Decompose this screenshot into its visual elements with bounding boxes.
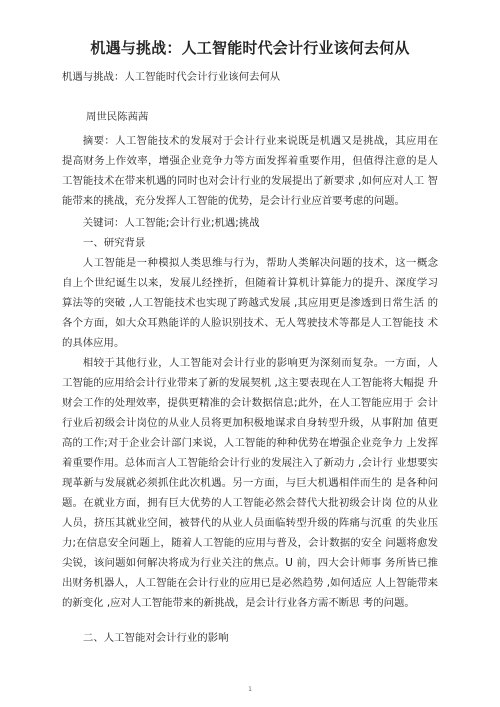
author-line: 周世民陈茜茜 bbox=[86, 111, 149, 123]
document-subtitle: 机遇与挑战：人工智能时代会计行业该何去何从 bbox=[62, 71, 281, 83]
body-paragraph-2: 相较于其他行业，人工智能对会计行业的影响更为深刻而复杂。一方面，人 工智能的应用给会计行业带来了新的发展契机 ,这主要表现在人工智能将大幅提 升财会工作的处理效率，提供更精准的会计数据信息;此外，在人工智能应用于 会计行业后初级会计岗位的从业人员将更加积极地谋求自身转型升级，从事附加 值更高的工作;对于企业会计部门来说，人工智能的种种优势在增强企业竞争力 上发挥着重要作用。总体而言人工智能给会计行业的发展注入了新动力 ,会计行 业想要实现革新与发展就必须抓住此次机遇。另一方面，与巨大机遇相伴而生的 是各种问题。在就业方面，拥有巨大优势的人工智能必然会替代大批初级会计岗 位的从业人员，挤压其就业空间，被替代的从业人员面临转型升级的阵痛与沉重 的失业压力;在信息安全问题上，随着人工智能的应用与普及，会计数据的安全 问题将愈发尖锐，该问题如何解决将成为行业关注的焦点。U 前，四大会计师事 务所皆已推出财务机器人，人工智能在会计行业的应用已是必然趋势 ,如何适应 人上智能带来的新变化 ,应对人工智能带来的新挑战，是会计行业各方需不断思 考的问题。 bbox=[62, 357, 438, 609]
page-number: 1 bbox=[248, 686, 252, 693]
keywords-line: 关键词：人工智能;会计行业;机遇;挑战 bbox=[82, 217, 260, 229]
abstract-paragraph: 摘要：人工智能技术的发展对于会计行业来说既是机遇又是挑战，其应用在 提高财务上作效率，增强企业竞争力等方面发挥着重要作用，但值得注意的是人 工智能技术在带来机遇的同时也对会计行业的发展提出了新要求 ,如何应对人工 智能带来的挑战，充分发挥人工智能的优势，是会计行业应首要考虑的问题。 bbox=[62, 135, 438, 207]
section-heading-background: 一、研究背景 bbox=[83, 237, 146, 249]
body-paragraph-1: 人工智能是一种模拟人类思维与行为，帮助人类解决问题的技术，这一概念 自上个世纪诞生以来，发展儿经挫折，但随着计算机计算能力的提升、深度学习 算法等的突破 ,人工智能技术也实现了跨越式发展 ,其应用更是渗透到日常生活 的各个方面，如大众耳熟能详的人脸识别技术、无人驾驶技术等都是人工智能技 术的具体应用。 bbox=[62, 257, 438, 349]
document-title: 机遇与挑战：人工智能时代会计行业该何去何从 bbox=[90, 39, 410, 57]
section-heading-impact: 二、人工智能对会计行业的影响 bbox=[83, 632, 229, 644]
